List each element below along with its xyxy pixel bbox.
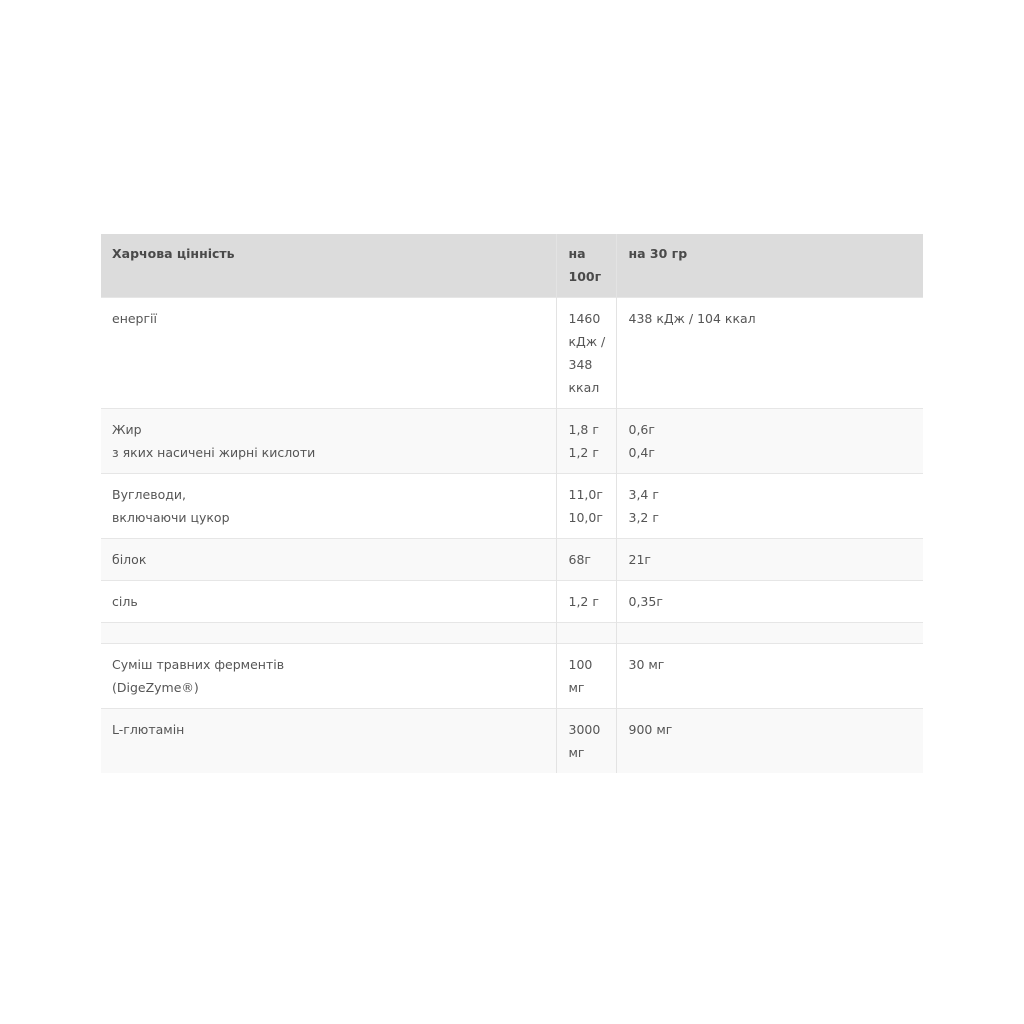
cell-text: енергії [112, 311, 158, 326]
per-30g-cell [616, 709, 923, 774]
cell-text: 30 мг [628, 657, 665, 672]
nutrient-name-cell [101, 581, 556, 623]
per-30g-cell [616, 623, 923, 644]
table-row [101, 409, 923, 474]
table-row [101, 298, 923, 409]
per-100g-cell [556, 581, 616, 623]
table-row [101, 474, 923, 539]
cell-text: 1,8 г [568, 422, 599, 437]
cell-text: 11,0г [568, 487, 603, 502]
cell-text: (DigeZyme®) [112, 680, 199, 695]
per-100g-cell [556, 644, 616, 709]
cell-text: 0,35г [628, 594, 663, 609]
per-100g-cell [556, 474, 616, 539]
cell-text: 21г [628, 552, 651, 567]
cell-text: Вуглеводи, [112, 487, 186, 502]
cell-text: 100 мг [568, 657, 593, 695]
table-row [101, 623, 923, 644]
cell-text: 10,0г [568, 510, 603, 525]
per-30g-cell [616, 298, 923, 409]
per-100g-cell [556, 709, 616, 774]
nutrition-table [101, 234, 923, 773]
per-100g-cell [556, 623, 616, 644]
cell-text: Суміш травних ферментів [112, 657, 285, 672]
header-nutritional-value: Харчова цінність [101, 234, 556, 298]
cell-text: включаючи цукор [112, 510, 230, 525]
cell-text: 1,2 г [568, 445, 599, 460]
per-100g-cell [556, 298, 616, 409]
cell-text: Жир [112, 422, 142, 437]
cell-text: 3,4 г [628, 487, 659, 502]
table-row [101, 581, 923, 623]
table-header-row [101, 234, 923, 298]
header-per-100g: на 100г [556, 234, 616, 298]
nutrient-name-cell [101, 644, 556, 709]
cell-text: L-глютамін [112, 722, 185, 737]
cell-text: білок [112, 552, 147, 567]
cell-text: 3,2 г [628, 510, 659, 525]
nutrient-name-cell [101, 298, 556, 409]
cell-text: 3000 мг [568, 722, 601, 760]
cell-text: 68г [568, 552, 591, 567]
cell-text: 438 кДж / 104 ккал [628, 311, 756, 326]
per-30g-cell [616, 581, 923, 623]
header-per-30g: на 30 гр [616, 234, 923, 298]
cell-text: 900 мг [628, 722, 673, 737]
per-30g-cell [616, 409, 923, 474]
per-100g-cell [556, 409, 616, 474]
cell-text: 1,2 г [568, 594, 599, 609]
table-row [101, 709, 923, 774]
per-30g-cell [616, 539, 923, 581]
table-row [101, 539, 923, 581]
nutrient-name-cell [101, 539, 556, 581]
nutrient-name-cell [101, 474, 556, 539]
nutrient-name-cell [101, 709, 556, 774]
per-30g-cell [616, 474, 923, 539]
cell-text: з яких насичені жирні кислоти [112, 445, 316, 460]
cell-text: 0,4г [628, 445, 655, 460]
nutrient-name-cell [101, 409, 556, 474]
cell-text: 1460 кДж / 348 ккал [568, 311, 606, 395]
per-100g-cell [556, 539, 616, 581]
per-30g-cell [616, 644, 923, 709]
table-row [101, 644, 923, 709]
cell-text: сіль [112, 594, 138, 609]
nutrient-name-cell [101, 623, 556, 644]
cell-text: 0,6г [628, 422, 655, 437]
